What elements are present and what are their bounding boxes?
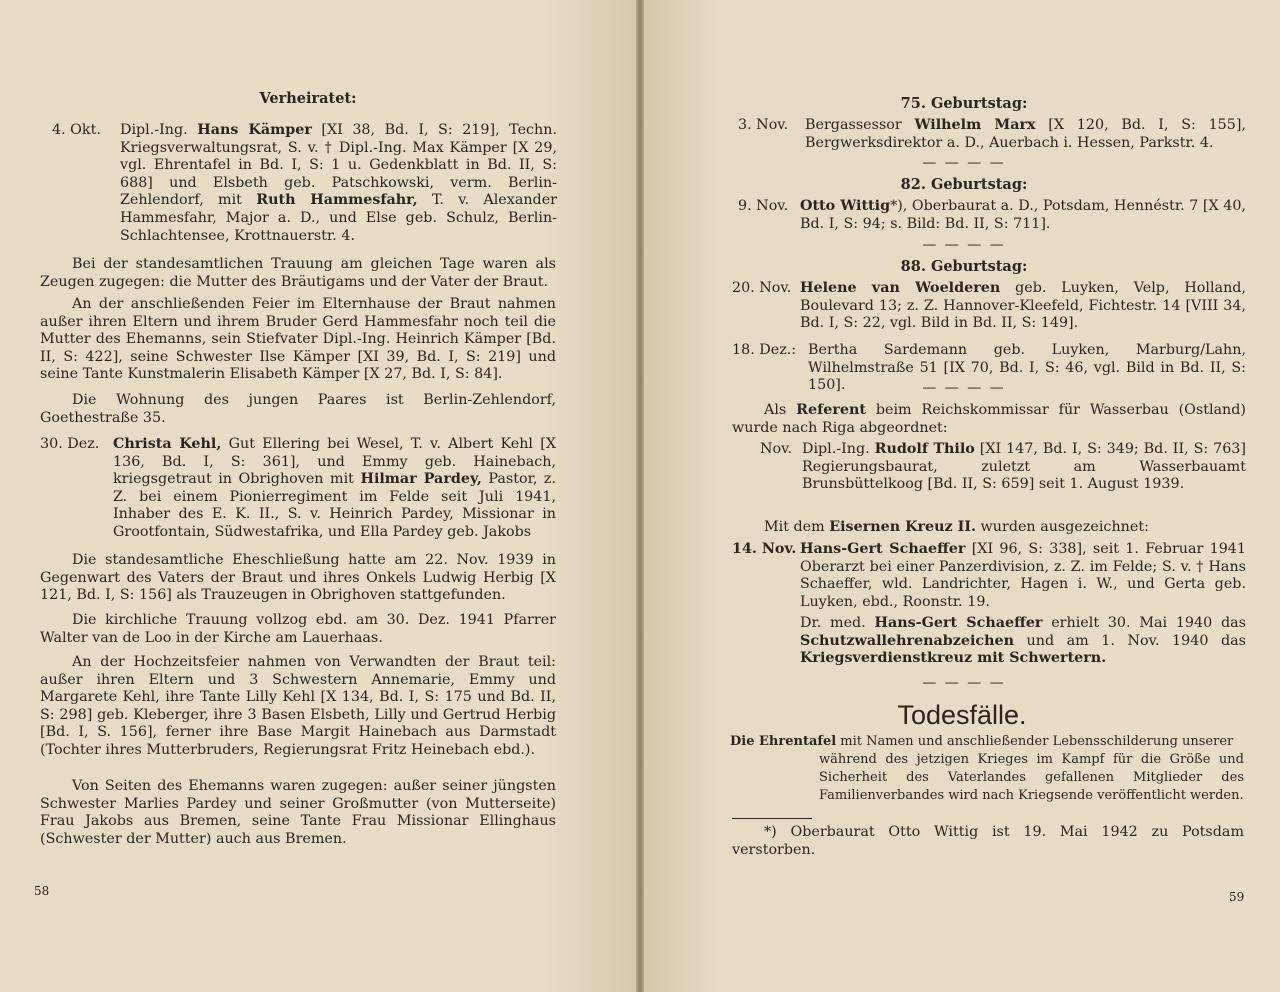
left-page [0, 0, 636, 992]
entry-date: 14. Nov. [732, 541, 797, 557]
section-heading-88: 88. Geburtstag: [900, 258, 1028, 275]
entry-text: Dipl.-Ing. Rudolf Thilo [XI 147, Bd. I, S: 349; Bd. II, S: 763] Regierungsbaurat, zuletzt am Wasserbauamt Brunsbüttelkoog [Bd. II, S: 659] seit 1. August 1939. [802, 441, 1246, 493]
award-entry-schaeffer [732, 541, 1246, 615]
entry-text: Otto Wittig*), Oberbaurat a. D., Potsdam, Hennéstr. 7 [X 40, Bd. I, S: 94; s. Bild: Bd. II, S: 711]. [800, 198, 1246, 232]
person-name: Helene van Woelderen [800, 280, 1001, 296]
separator-dash: — — — — [922, 675, 1006, 691]
birthday-entry-woelderen [732, 280, 1246, 336]
entry-date: Nov. [760, 441, 793, 457]
person-name: Hans-Gert Schaeffer [800, 541, 966, 557]
entry-date: 30. Dez. [40, 436, 100, 452]
referent-entry-thilo [760, 441, 1246, 497]
entry-text: Christa Kehl, Gut Ellering bei Wesel, T. v. Albert Kehl [X 136, Bd. I, S: 361], und Emmy geb. Hainebach, kriegsgetraut in Obrighoven mit Hilmar Pardey, Pastor, z. Z. bei einem Pionierregiment im Felde seit Juli 1941, Inhaber des E. K. II., S. v. Heinrich Pardey, Missionar in Grootfontain, Südwestafrika, und Ella Pardey geb. Jakobs [113, 436, 556, 540]
paragraph: Die standesamtliche Eheschließung hatte am 22. Nov. 1939 in Gegenwart des Vaters der Braut und ihres Onkels Ludwig Herbig [X 121, Bd. I, S: 156] als Trauzeugen in Obrighoven stattgefunden. [40, 552, 556, 604]
paragraph: Bei der standesamtlichen Trauung am gleichen Tage waren als Zeugen zugegen: die Mutter des Bräutigams und der Vater der Braut. [40, 256, 556, 290]
footnote: *) Oberbaurat Otto Wittig ist 19. Mai 1942 zu Potsdam verstorben. [732, 824, 1244, 858]
footnote-rule [732, 818, 812, 819]
todes-notice-rest: während des jetzigen Krieges im Kampf für die Größe und Sicherheit des Vaterlandes gefallenen Mitglieder des Familienverbandes wird nach Kriegsende veröffentlicht werden. [819, 752, 1244, 803]
groom-name: Hilmar Pardey, [360, 471, 482, 488]
paragraph: An der Hochzeitsfeier nahmen von Verwandten der Braut teil: außer ihren Eltern und 3 Schwestern Annemarie, Emmy und Margarete Kehl, ihre Tante Lilly Kehl [X 134, Bd. I, S: 175 und Bd. II, S: 298] geb. Kleberger, ihre 3 Basen Elsbeth, Lilly und Gertrud Herbig [Bd. I, S. 156], ferner ihre Base Margit Hainebach aus Darmstadt (Tochter ihres Mutterbruders, Regierungsrat Fritz Heinebach ebd.). [40, 654, 556, 758]
entry-date: 9. Nov. [738, 198, 789, 214]
section-heading-75: 75. Geburtstag: [900, 95, 1028, 112]
section-heading-82: 82. Geburtstag: [900, 176, 1028, 193]
groom-name: Hans Kämper [197, 122, 312, 138]
person-name: Wilhelm Marx [914, 117, 1036, 133]
award-intro: Mit dem Eisernen Kreuz II. wurden ausgezeichnet: [764, 519, 1149, 535]
entry-date: 20. Nov. [732, 280, 792, 296]
referent-intro: Als Referent beim Reichskommissar für Wasserbau (Ostland) wurde nach Riga abgeordnet: [732, 402, 1246, 436]
entry-date: 4. Okt. [52, 122, 101, 138]
marriage-entry-kehl [40, 436, 556, 546]
book-gutter [636, 0, 644, 992]
page-number: 58 [34, 884, 50, 898]
person-name: Rudolf Thilo [874, 441, 975, 457]
entry-text: Bergassessor Wilhelm Marx [X 120, Bd. I, S: 155], Bergwerksdirektor a. D., Auerbach i. Hessen, Parkstr. 4. [805, 117, 1246, 151]
bride-name: Ruth Hammesfahr, [256, 192, 418, 209]
entry-text: Bertha Sardemann geb. Luyken, Marburg/Lahn, Wilhelmstraße 51 [IX 70, Bd. I, S: 46, vgl. Bild in Bd. II, S: 150]. [808, 342, 1246, 394]
paragraph: Von Seiten des Ehemanns waren zugegen: außer seiner jüngsten Schwester Marlies Pardey und seiner Großmutter (von Mutterseite) Frau Jakobs aus Bremen, seine Tante Frau Missionar Ellinghaus (Schwester der Mutter) auch aus Bremen. [40, 778, 556, 847]
bride-name: Christa Kehl, [113, 436, 222, 452]
section-heading-verheiratet: Verheiratet: [259, 90, 357, 107]
paragraph: An der anschließenden Feier im Elternhause der Braut nahmen außer ihren Eltern und ihrem Bruder Gerd Hammesfahr noch teil die Mutter des Ehemanns, sein Stiefvater Dipl.-Ing. Heinrich Kämper [Bd. II, S: 422], seine Schwester Ilse Kämper [XI 39, Bd. I, S: 219] und seine Tante Kunstmalerin Elisabeth Kämper [X 27, Bd. I, S: 84]. [40, 296, 556, 383]
entry-text: Hans-Gert Schaeffer [XI 96, S: 338], seit 1. Februar 1941 Oberarzt bei einer Panzerdivision, z. Z. im Felde; S. v. † Hans Schaeffer, wld. Landrichter, Hagen i. W., und Gerta geb. Luyken, ebd., Roonstr. 19. [800, 541, 1246, 610]
award-detail-paragraph: Dr. med. Hans-Gert Schaeffer erhielt 30. Mai 1940 das Schutzwallehrenabzeichen und am 1. Nov. 1940 das Kriegsverdienstkreuz mit Schwertern. [800, 615, 1246, 667]
paragraph: Die Wohnung des jungen Paares ist Berlin-Zehlendorf, Goethestraße 35. [40, 392, 556, 426]
separator-dash: — — — — [922, 380, 1006, 396]
entry-date: 18. Dez.: [732, 342, 797, 358]
entry-text: Helene van Woelderen geb. Luyken, Velp, Holland, Boulevard 13; z. Z. Hannover-Kleefeld, Fichtestr. 14 [VIII 34, Bd. I, S: 22, vgl. Bild in Bd. II, S: 149]. [800, 280, 1246, 332]
page-number: 59 [1229, 890, 1245, 904]
paragraph: Die kirchliche Trauung vollzog ebd. am 30. Dez. 1941 Pfarrer Walter van de Loo in der Kirche am Lauerhaas. [40, 612, 556, 646]
entry-text: Dipl.-Ing. Hans Kämper [XI 38, Bd. I, S: 219], Techn. Kriegsverwaltungsrat, S. v. † Dipl.-Ing. Max Kämper [X 29, vgl. Ehrentafel in Bd. I, S: 1 u. Gedenkblatt in Bd. II, S: 688] und Elsbeth geb. Patschkowski, verm. Berlin-Zehlendorf, mit Ruth Hammesfahr, T. v. Alexander Hammesfahr, Major a. D., und Else geb. Schulz, Berlin-Schlachtensee, Krottnauerstr. 4. [120, 122, 558, 244]
birthday-entry-wittig [738, 198, 1246, 236]
todesfaelle-title: Todesfälle. [897, 700, 1027, 730]
separator-dash: — — — — [922, 155, 1006, 171]
entry-date: 3. Nov. [738, 117, 789, 133]
person-name: Otto Wittig [800, 198, 891, 214]
todes-notice-line1: Die Ehrentafel mit Namen und anschließender Lebensschilderung unserer [730, 734, 1234, 749]
birthday-entry-sardemann [732, 342, 1246, 394]
separator-dash: — — — — [922, 237, 1006, 253]
marriage-entry-kaemper [52, 122, 557, 248]
birthday-entry-marx [738, 117, 1246, 155]
